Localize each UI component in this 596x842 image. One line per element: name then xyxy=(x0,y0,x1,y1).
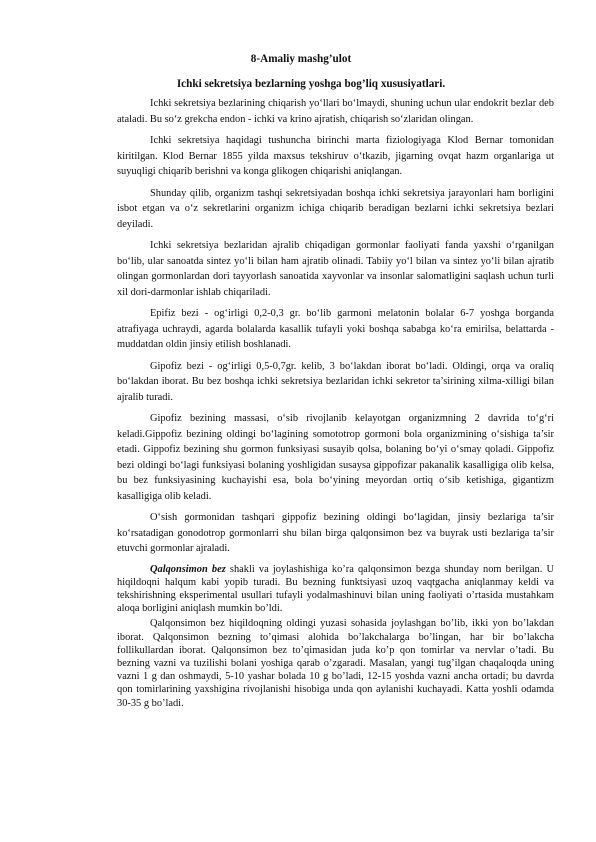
thyroid-text: shakli va joylashishiga ko’ra qalqonsimon bezga shunday nom berilgan. U hiqildoqni halqum kabi yopib turadi. Bu bezning funktsiyasi uzoq vaqtgacha aniqlanmay keldi va tekshirishning eksperimental usullari tufayli yodalmashinuvi bilan uning faoliyati o’rtasida mustahkam aloqa borligini aniqlash mumkin bo’ldi. xyxy=(117,563,554,615)
page-subtitle: Ichki sekretsiya bezlarning yoshga bog’liq xususiyatlari. xyxy=(176,78,446,90)
thyroid-term: Qalqonsimon bez xyxy=(150,563,226,575)
paragraph-pituitary-mass: Gipofiz bezining massasi, o‘sib rivojlanib kelayotgan organizmning 2 davrida to‘g‘ri keladi.Gippofiz bezining oldingi bo‘lagining somototrop gormoni bola organizmining o‘sishiga ta’sir etadi. Gippofiz bezining shu gormon funksiyasi susayib qolsa, bolaning bo‘yi o‘smay qoladi. Gippofiz bezi oldingi bo‘lagi funksiyasi bolaning yoshligidan susaysa gippofizar pakanalik kasalligiga olib kelsa, bu bez funksiyasining kuchayishi esa, bola bo‘yining meyordan ortiq o‘sib ketishiga, gigantizm kasalligiga olib keladi. xyxy=(117,413,554,502)
paragraph-pituitary: Gipofiz bezi - og‘irligi 0,5-0,7gr. kelib, 3 bo‘lakdan iborat bo‘ladi. Oldingi, orqa va oraliq bo‘lakdan iborat. Bu bez boshqa ichki sekretsiya bezlaridan ichki sekretor ta’sirining xilma-xilligi bilan ajralib turadi. xyxy=(117,360,554,403)
paragraph-thyroid-structure: Qalqonsimon bez hiqildoqning oldingi yuzasi sohasida joylashgan bo’lib, ikki yon bo’lakdan iborat. Qalqonsimon bezning to’qimasi alohida bo’lakchalarga bo’lingan, har bir bo’lakcha follikullardan iborat. Qalqonsimon bez to’qimasidan juda ko’p qon tomirlar va nervlar o’tadi. Bu bezning vazni va tuzilishi bolani yoshiga qarab o’zgaradi. Masalan, yangi tug’ilgan chaqaloqda uning vazni 1 g dan oshmaydi, 5-10 yashar bolada 10 g bo’ladi, 12-15 yoshda vazni ancha ortadi; bu davrda qon tomirlarining yaxshigina rivojlanishi hisobiga unda qon aylanishi kuchayadi. Katta yoshli odamda 30-35 g bo’ladi. xyxy=(117,618,554,709)
paragraph-growth-hormone: O‘sish gormonidan tashqari gippofiz bezining oldingi bo‘lagidan, jinsiy bezlariga ta’sir ko‘rsatadigan gonodotrop gormonlarri shu bilan birga qalqonsimon bez va buyrak usti bezlariga ta’sir etuvchi gormonlar ajraladi. xyxy=(117,512,554,554)
paragraph-epiphysis: Epifiz bezi - og‘irligi 0,2-0,3 gr. bo‘lib garmoni melatonin bolalar 6-7 yoshga borganda atrafiyaga uchraydi, agarda bolalarda kasallik tufayli yoki boshqa sababga ko‘ra emirilsa, belattarda - muddatdan oldin jinsiy etilish boshlanadi. xyxy=(117,308,554,350)
paragraph-hormones: Ichki sekretsiya bezlaridan ajralib chiqadigan gormonlar faoliyati fanda yaxshi o‘rganilgan bo‘lib, ular sanoatda sintez yo‘li bilan ham ajratib olinadi. Tabiiy yo‘l bilan va sintez yo‘li bilan ajratib olingan gormonlardan dori tayyorlash sanoatida xayvonlar va insonlar salomatligini saqlash uchun turli xil dori-darmonlar ishlab chiqariladi. xyxy=(117,240,554,298)
paragraph-endocrine-definition: Ichki sekretsiya bezlarining chiqarish yo‘llari bo‘lmaydi, shuning uchun ular endokrit bezlar deb ataladi. Bu so‘z grekcha endon - ichki va krino ajratish, chiqarish so‘zlaridan olingan. xyxy=(117,98,554,125)
paragraph-claude-bernard: Ichki sekretsiya haqidagi tushuncha birinchi marta fiziologiyaga Klod Bernar tomonidan kiritilgan. Klod Bernar 1855 yilda maxsus tekshiruv o‘tkazib, jigarning ovqat hazm organlariga ut suyuqligi chiqarib berishni va konga glikogen chiqarishi aniqlangan. xyxy=(117,135,554,177)
document-body xyxy=(117,96,554,710)
paragraph-thyroid-name xyxy=(117,563,554,616)
page-title: 8-Amaliy mashg’ulot xyxy=(250,53,352,65)
paragraph-internal-secretion: Shunday qilib, organizm tashqi sekretsiyadan boshqa ichki sekretsiya jarayonlari ham borligini isbot etgan va o‘z sekretlarini organizm ichiga chiqarib beradigan bezlarni ichki sekretsiya bezlari deyiladi. xyxy=(117,187,554,230)
